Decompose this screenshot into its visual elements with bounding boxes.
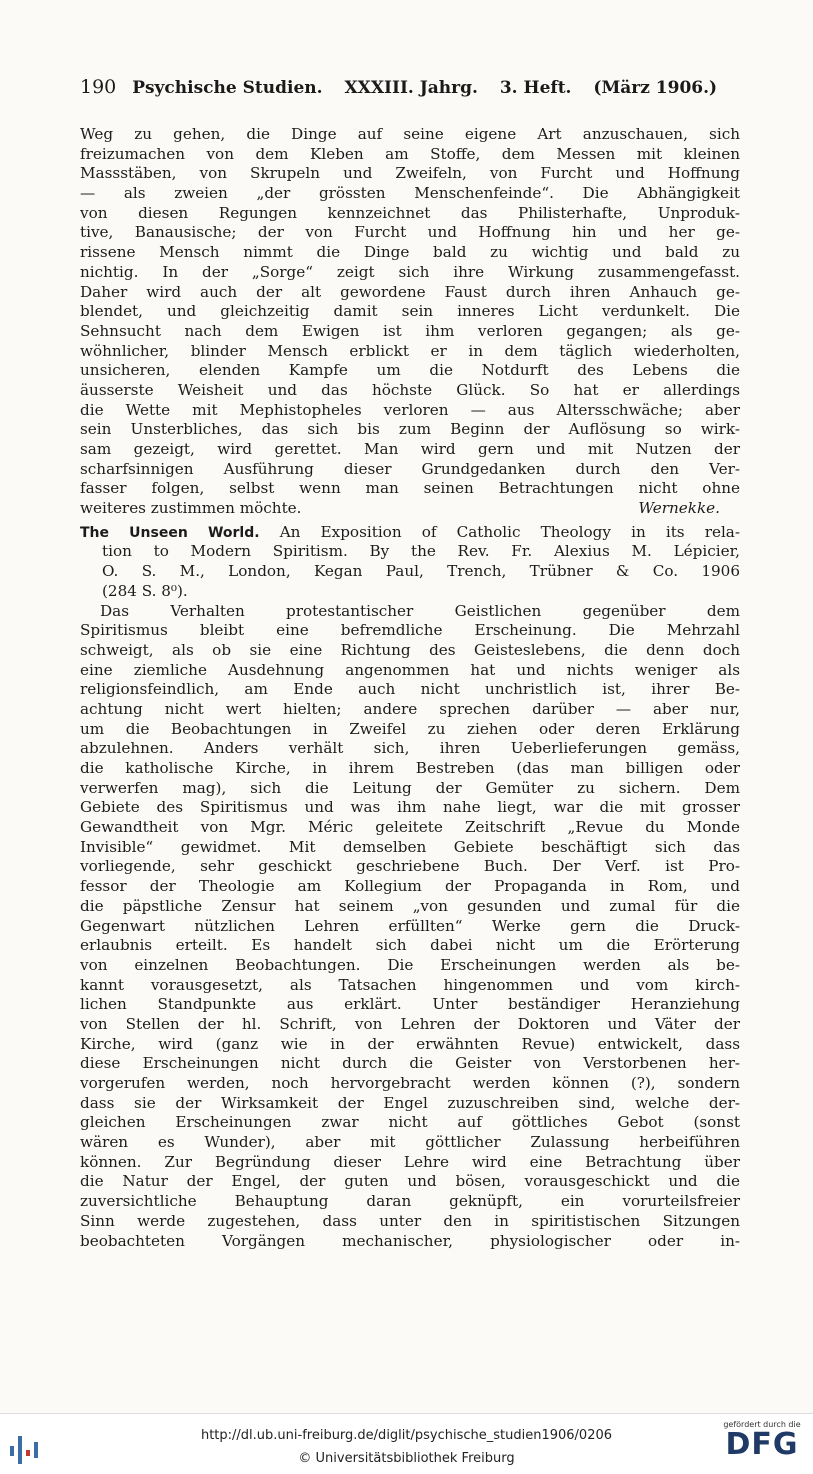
review-continuation bbox=[80, 125, 740, 499]
volume: XXXIII. Jahrg. bbox=[344, 78, 478, 98]
text-line: die päpstliche Zensur hat seinem „von gesunden und zumal für die bbox=[80, 896, 740, 915]
text-line: fasser folgen, selbst wenn man seinen Betrachtungen nicht ohne bbox=[80, 479, 740, 498]
text-line: religionsfeindlich, am Ende auch nicht unchristlich ist, ihrer Be- bbox=[80, 680, 740, 699]
closing-text: weiteres zustimmen möchte. bbox=[80, 499, 302, 518]
text-line: gleichen Erscheinungen zwar nicht auf göttliches Gebot (sonst bbox=[80, 1113, 740, 1132]
page-number: 190 bbox=[80, 76, 117, 98]
page-body bbox=[80, 125, 740, 1251]
sponsor-caption: gefördert durch die bbox=[723, 1420, 801, 1429]
text-line: Massstäben, von Skrupeln und Zweifeln, von Furcht und Hoffnung bbox=[80, 164, 740, 183]
copyright-notice: © Universitätsbibliothek Freiburg bbox=[298, 1451, 515, 1466]
journal-title: Psychische Studien. bbox=[132, 78, 323, 98]
text-line: Gebiete des Spiritismus und was ihm nahe liegt, war die mit grosser bbox=[80, 798, 740, 817]
text-line: sam gezeigt, wird gerettet. Man wird gern und mit Nutzen der bbox=[80, 440, 740, 458]
text-line: die katholische Kirche, in ihrem Bestreben (das man billigen oder bbox=[80, 759, 740, 777]
issue: 3. Heft. bbox=[499, 78, 572, 98]
citation-line: O. S. M., London, Kegan Paul, Trench, Trübner & Co. 1906 bbox=[102, 562, 740, 581]
issue-date: (März 1906.) bbox=[593, 78, 718, 98]
dfg-logo-text: DFG bbox=[725, 1427, 799, 1462]
text-line: vorgerufen werden, noch hervorgebracht werden können (?), sondern bbox=[80, 1074, 740, 1092]
text-line: von einzelnen Beobachtungen. Die Erscheinungen werden als be- bbox=[80, 955, 740, 974]
running-header bbox=[80, 76, 740, 102]
viewer-footer bbox=[0, 1413, 813, 1474]
text-line: Gegenwart nützlichen Lehren erfüllten“ Werke gern die Druck- bbox=[80, 916, 740, 935]
text-line: Gewandtheit von Mgr. Méric geleitete Zeitschrift „Revue du Monde bbox=[80, 818, 740, 837]
review-title-line bbox=[80, 523, 740, 543]
text-line: Sehnsucht nach dem Ewigen ist ihm verloren gegangen; als ge- bbox=[80, 321, 740, 340]
reviewer-signature: Wernekke. bbox=[638, 499, 720, 518]
text-line: scharfsinnigen Ausführung dieser Grundgedanken durch den Ver- bbox=[80, 459, 740, 478]
text-line: sein Unsterbliches, das sich bis zum Beginn der Auflösung so wirk- bbox=[80, 420, 740, 439]
citation-line: (284 S. 8⁰). bbox=[102, 581, 188, 600]
book-title: The Unseen World. bbox=[80, 524, 260, 541]
text-line: rissene Mensch nimmt die Dinge bald zu wichtig und bald zu bbox=[80, 243, 740, 262]
text-line: schweigt, als ob sie eine Richtung des Geisteslebens, die denn doch bbox=[80, 640, 740, 659]
text-line: abzulehnen. Anders verhält sich, ihren Ueberlieferungen gemäss, bbox=[80, 739, 740, 758]
text-line: tive, Banausische; der von Furcht und Hoffnung hin und her ge- bbox=[80, 223, 740, 242]
permalink[interactable]: http://dl.ub.uni-freiburg.de/diglit/psychische_studien1906/0206 bbox=[200, 1428, 613, 1443]
text-line: wären es Wunder), aber mit göttlicher Zulassung herbeiführen bbox=[80, 1133, 740, 1152]
review-text bbox=[80, 602, 740, 1252]
text-line: Invisible“ gewidmet. Mit demselben Gebiete beschäftigt sich das bbox=[80, 837, 740, 856]
text-line: von diesen Regungen kennzeichnet das Philisterhafte, Unproduk- bbox=[80, 203, 740, 222]
text-line: Das Verhalten protestantischer Geistlichen gegenüber dem bbox=[100, 601, 740, 620]
text-line: von Stellen der hl. Schrift, von Lehren der Doktoren und Väter der bbox=[80, 1014, 740, 1033]
text-line: diese Erscheinungen nicht durch die Geister von Verstorbenen her- bbox=[80, 1054, 740, 1073]
text-line: achtung nicht wert hielten; andere sprechen darüber — aber nur, bbox=[80, 699, 740, 718]
text-line: die Natur der Engel, der guten und bösen, vorausgeschickt und die bbox=[80, 1172, 740, 1191]
text-line: lichen Standpunkte aus erklärt. Unter beständiger Heranziehung bbox=[80, 995, 740, 1014]
text-line: beobachteten Vorgängen mechanischer, physiologischer oder in- bbox=[80, 1231, 740, 1250]
text-line: fessor der Theologie am Kollegium der Propaganda in Rom, und bbox=[80, 877, 740, 896]
citation-line-1: An Exposition of Catholic Theology in its rela- bbox=[279, 522, 740, 541]
text-line: Daher wird auch der alt gewordene Faust durch ihren Anhauch ge- bbox=[80, 282, 740, 301]
text-line: eine ziemliche Ausdehnung angenommen hat und nichts weniger als bbox=[80, 660, 740, 679]
text-line: zuversichtliche Behauptung daran geknüpft, ein vorurteilsfreier bbox=[80, 1192, 740, 1211]
text-line: vorliegende, sehr geschickt geschriebene Buch. Der Verf. ist Pro- bbox=[80, 857, 740, 876]
text-line: Weg zu gehen, die Dinge auf seine eigene Art anzuschauen, sich bbox=[80, 125, 740, 143]
text-line: die Wette mit Mephistopheles verloren — aus Altersschwäche; aber bbox=[80, 400, 740, 419]
text-line: nichtig. In der „Sorge“ zeigt sich ihre Wirkung zusammengefasst. bbox=[80, 262, 740, 281]
text-line: dass sie der Wirksamkeit der Engel zuzuschreiben sind, welche der- bbox=[80, 1093, 740, 1112]
text-line: — als zweien „der grössten Menschenfeinde“. Die Abhängigkeit bbox=[80, 184, 740, 203]
text-line: Kirche, wird (ganz wie in der erwähnten Revue) entwickelt, dass bbox=[80, 1034, 740, 1053]
text-line: Spiritismus bleibt eine befremdliche Erscheinung. Die Mehrzahl bbox=[80, 621, 740, 640]
review-closing-line bbox=[80, 499, 740, 519]
text-line: verwerfen mag), sich die Leitung der Gemüter zu sichern. Dem bbox=[80, 778, 740, 797]
citation-line: tion to Modern Spiritism. By the Rev. Fr. Alexius M. Lépicier, bbox=[102, 542, 740, 561]
text-line: unsicheren, elenden Kampfe um die Notdurft des Lebens die bbox=[80, 361, 740, 380]
text-line: um die Beobachtungen in Zweifel zu ziehen oder deren Erklärung bbox=[80, 719, 740, 738]
text-line: erlaubnis erteilt. Es handelt sich dabei nicht um die Erörterung bbox=[80, 936, 740, 955]
text-line: können. Zur Begründung dieser Lehre wird eine Betrachtung über bbox=[80, 1152, 740, 1171]
text-line: blendet, und gleichzeitig damit sein inneres Licht verdunkelt. Die bbox=[80, 302, 740, 321]
text-line: freizumachen von dem Kleben am Stoffe, dem Messen mit kleinen bbox=[80, 144, 740, 163]
text-line: Sinn werde zugestehen, dass unter den in spiritistischen Sitzungen bbox=[80, 1211, 740, 1230]
text-line: wöhnlicher, blinder Mensch erblickt er in dem täglich wiederholten, bbox=[80, 341, 740, 360]
dfg-logo bbox=[716, 1420, 808, 1470]
text-line: äusserste Weisheit und das höchste Glück. So hat er allerdings bbox=[80, 380, 740, 399]
text-line: kannt vorausgesetzt, als Tatsachen hingenommen und vom kirch- bbox=[80, 975, 740, 994]
